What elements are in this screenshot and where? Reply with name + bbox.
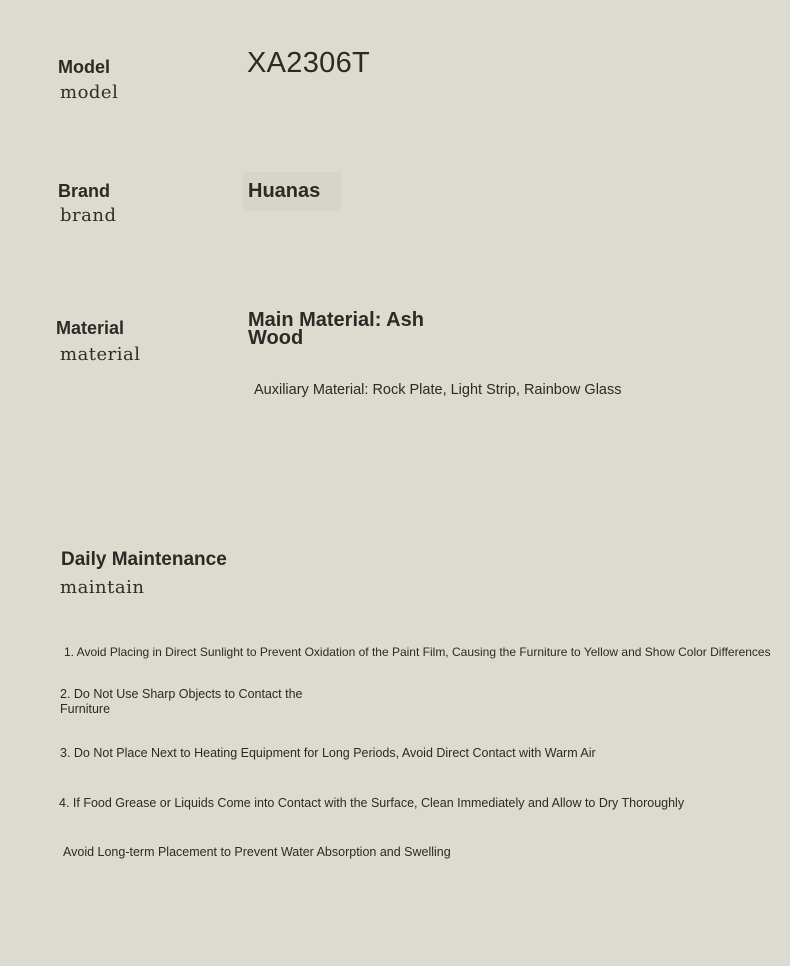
brand-sublabel: brand bbox=[60, 205, 117, 226]
model-value: XA2306T bbox=[247, 47, 371, 79]
maintenance-subtitle: maintain bbox=[60, 577, 145, 598]
brand-label: Brand bbox=[58, 181, 111, 201]
material-auxiliary: Auxiliary Material: Rock Plate, Light Strip, Rainbow Glass bbox=[254, 382, 622, 398]
brand-value: Huanas bbox=[243, 172, 342, 211]
model-sublabel: model bbox=[60, 82, 119, 103]
maintenance-item-4: 4. If Food Grease or Liquids Come into Contact with the Surface, Clean Immediately and Allow to Dry Thoroughly bbox=[59, 796, 685, 810]
maintenance-item-3: 3. Do Not Place Next to Heating Equipment for Long Periods, Avoid Direct Contact with Warm Air bbox=[60, 746, 596, 760]
maintenance-item-5: Avoid Long-term Placement to Prevent Water Absorption and Swelling bbox=[63, 845, 451, 859]
material-sublabel: material bbox=[60, 344, 141, 365]
maintenance-item-1: 1. Avoid Placing in Direct Sunlight to Prevent Oxidation of the Paint Film, Causing the Furniture to Yellow and Show Color Differences bbox=[64, 645, 771, 659]
maintenance-title: Daily Maintenance bbox=[61, 549, 227, 570]
material-label: Material bbox=[56, 318, 125, 338]
model-label: Model bbox=[58, 57, 110, 77]
maintenance-item-2: 2. Do Not Use Sharp Objects to Contact the Furniture bbox=[60, 687, 303, 716]
material-main: Main Material: Ash Wood bbox=[248, 309, 424, 349]
